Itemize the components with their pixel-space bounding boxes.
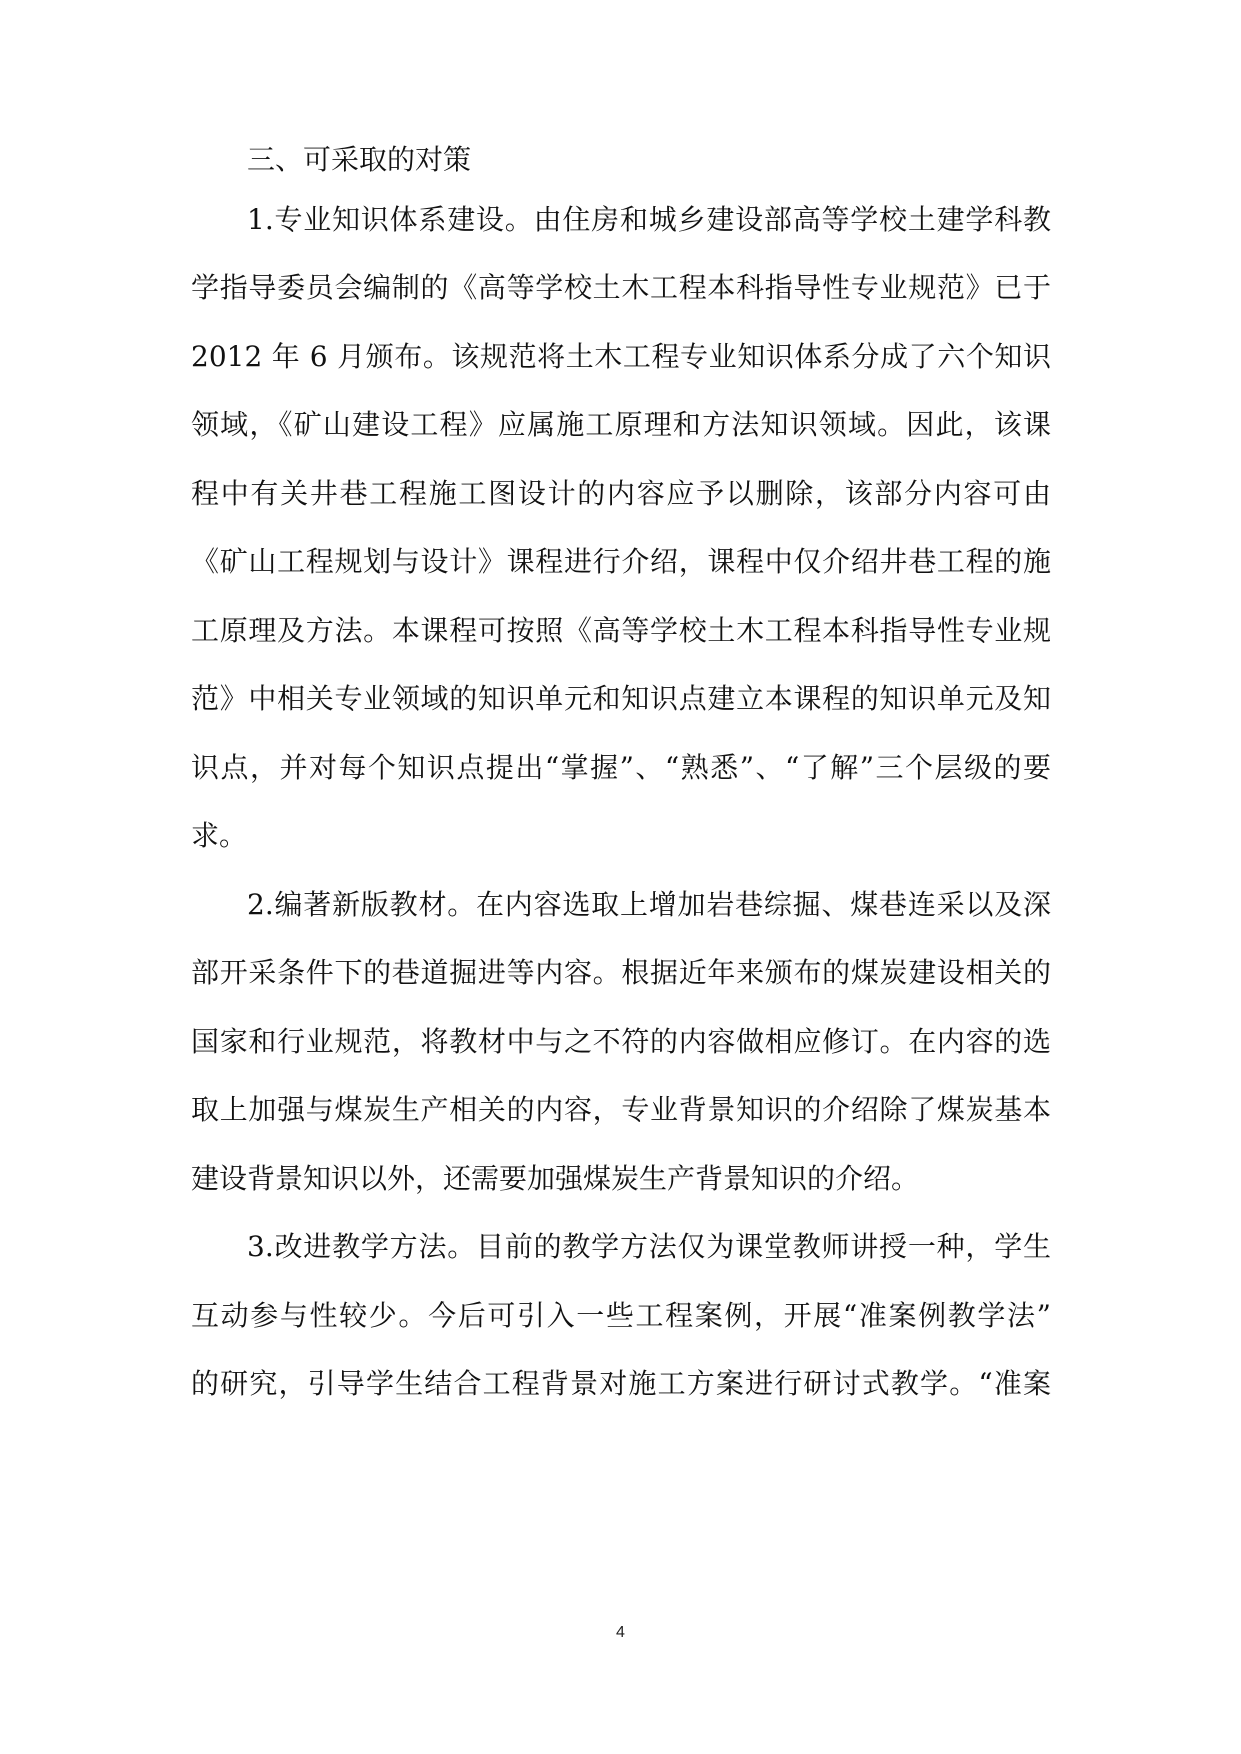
paragraph-1-line-8: 范》中相关专业领域的知识单元和知识点建立本课程的知识单元及知 (191, 682, 1051, 715)
paragraph-2-line-3: 国家和行业规范，将教材中与之不符的内容做相应修订。在内容的选 (191, 1025, 1051, 1058)
paragraph-3-line-1: 3.改进教学方法。目前的教学方法仅为课堂教师讲授一种，学生 (247, 1230, 1051, 1263)
paragraph-2-line-4: 取上加强与煤炭生产相关的内容，专业背景知识的介绍除了煤炭基本 (191, 1093, 1051, 1126)
paragraph-1-line-6: 《矿山工程规划与设计》课程进行介绍，课程中仅介绍井巷工程的施 (191, 545, 1051, 578)
paragraph-1-line-3: 2012 年 6 月颁布。该规范将土木工程专业知识体系分成了六个知识 (191, 340, 1051, 373)
paragraph-1-line-4: 领域，《矿山建设工程》应属施工原理和方法知识领域。因此，该课 (191, 408, 1051, 441)
paragraph-2-line-1: 2.编著新版教材。在内容选取上增加岩巷综掘、煤巷连采以及深 (247, 888, 1051, 921)
paragraph-1-line-1: 1.专业知识体系建设。由住房和城乡建设部高等学校土建学科教 (247, 203, 1051, 236)
paragraph-1-line-7: 工原理及方法。本课程可按照《高等学校土木工程本科指导性专业规 (191, 614, 1051, 647)
paragraph-1-line-9: 识点，并对每个知识点提出“掌握”、“熟悉”、“了解”三个层级的要 (191, 751, 1051, 784)
paragraph-2-line-5: 建设背景知识以外，还需要加强煤炭生产背景知识的介绍。 (191, 1162, 920, 1195)
paragraph-1-line-10: 求。 (191, 819, 248, 852)
paragraph-2-line-2: 部开采条件下的巷道掘进等内容。根据近年来颁布的煤炭建设相关的 (191, 956, 1051, 989)
section-heading: 三、可采取的对策 (247, 143, 472, 176)
paragraph-3-line-2: 互动参与性较少。今后可引入一些工程案例，开展“准案例教学法” (191, 1299, 1051, 1332)
paragraph-1-line-5: 程中有关井巷工程施工图设计的内容应予以删除，该部分内容可由 (191, 477, 1051, 510)
page-number: 4 (616, 1624, 625, 1641)
paragraph-3-line-3: 的研究，引导学生结合工程背景对施工方案进行研讨式教学。“准案 (191, 1367, 1051, 1400)
paragraph-1-line-2: 学指导委员会编制的《高等学校土木工程本科指导性专业规范》已于 (191, 271, 1051, 304)
